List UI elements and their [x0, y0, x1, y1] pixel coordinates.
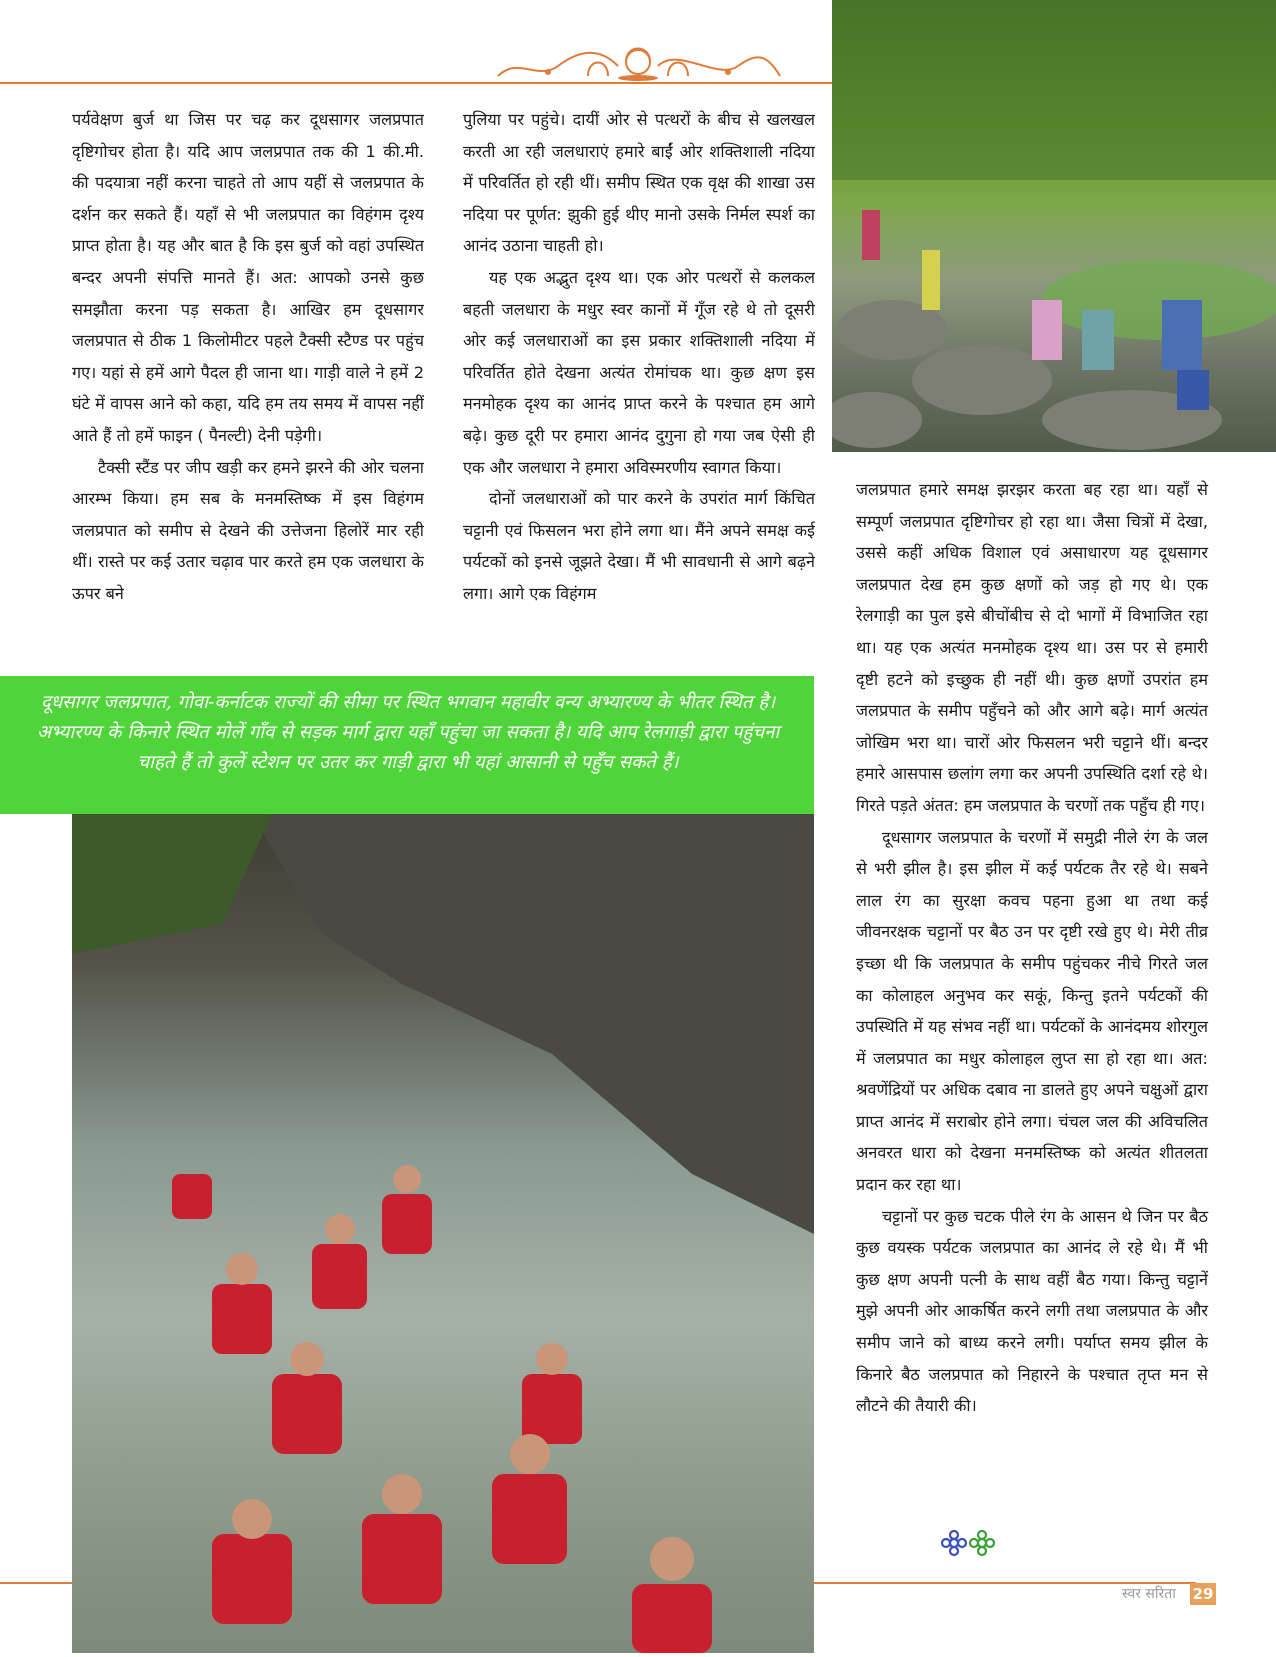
hikers-stream-photo [832, 0, 1276, 452]
column-2 [463, 104, 815, 676]
paragraph: टैक्सी स्टैंड पर जीप खड़ी कर हमने झरने की ओर चलना आरम्भ किया। हम सब के मनमस्तिष्क में इस विहंगम जलप्रपात को समीप से देखने की उत्तेजना हिलोरें मार रही थीं। रास्ते पर कई उतार चढ़ाव पार करते हम एक जलधारा के ऊपर बने [72, 457, 424, 603]
paragraph: दूधसागर जलप्रपात के चरणों में समुद्री नीले रंग के जल से भरी झील है। इस झील में कई पर्यटक तैर रहे थे। सबने लाल रंग का सुरक्षा कवच पहना हुआ था तथा कई जीवनरक्षक चट्टानों पर बैठ उन पर दृष्टी रखे हुए थे। मेरी तीव्र इच्छा थी कि जलप्रपात के समीप पहुंचकर नीचे गिरते जल का कोलाहल अनुभव कर सकूं, किन्तु इतने पर्यटकों की उपस्थिति में यह संभव नहीं था। पर्यटकों के आनंदमय शोरगुल में जलप्रपात का मधुर कोलाहल लुप्त सा हो रहा था। अत: श्रवणेंद्रियों पर अधिक दबाव ना डालते हुए अपने चक्षुओं द्वारा प्राप्त आनंद में सराबोर होने लगा। चंचल जल की अविचलित अनवरत धारा को देखना मनमस्तिष्क को अत्यंत शीतलता प्रदान कर रहा था। [856, 827, 1208, 1195]
floral-ornament [488, 36, 788, 86]
column-1-text [72, 104, 424, 610]
footer-rule-left [0, 1582, 72, 1584]
info-callout [0, 676, 814, 814]
paragraph: पुलिया पर पहुंचे। दायीं ओर से पत्थरों के बीच से खलखल करती आ रही जलधाराएं हमारे बाईं ओर शक्तिशाली नदिया में परिवर्तित हो रही थीं। समीप स्थित एक वृक्ष की शाखा उस नदिया पर पूर्णत: झुकी हुई थीए मानो उसके निर्मल स्पर्श का आनंद उठाना चाहती हो। [463, 110, 815, 256]
column-2-text [463, 104, 815, 610]
paragraph: यह एक अद्भुत दृश्य था। एक ओर पत्थरों से कलकल बहती जलधारा के मधुर स्वर कानों में गूँज रहे थे तो दूसरी ओर कई जलधाराओं का इस प्रकार शक्तिशाली नदिया में परिवर्तित होते देखना अत्यंत रोमांचक था। कुछ क्षण इस मनमोहक दृश्य का आनंद प्राप्त करने के पश्चात हम आगे बढ़े। कुछ दूरी पर हमारा आनंद दुगुना हो गया जब ऐसी ही एक और जलधारा ने हमारा अविस्मरणीय स्वागत किया। [463, 267, 815, 477]
magazine-name: स्वर सरिता [1122, 1586, 1176, 1602]
callout-text: दूधसागर जलप्रपात, गोवा-कर्नाटक राज्यों की सीमा पर स्थित भगवान महावीर वन्य अभ्यारण्य के भीतर स्थित है। अभ्यारण्य के किनारे स्थित मोलें गाँव से सड़क मार्ग द्वारा यहाँ पहुंचा जा सकता है। यदि आप रेलगाड़ी द्वारा पहुंचना चाहते हैं तो कुलें स्टेशन पर उतर कर गाड़ी द्वारा भी यहां आसानी से पहुँच सकते हैं। [36, 692, 780, 773]
tourists-lifejackets-photo [72, 814, 814, 1653]
hikers-stream-illustration [832, 0, 1276, 452]
paragraph: जलप्रपात हमारे समक्ष झरझर करता बह रहा था। यहाँ से सम्पूर्ण जलप्रपात दृष्टिगोचर हो रहा था। जैसा चित्रों में देखा, उससे कहीं अधिक विशाल एवं असाधारण यह दूधसागर जलप्रपात देख हम कुछ क्षणों को जड़ हो गए थे। एक रेलगाड़ी का पुल इसे बीचोंबीच से दो भागों में विभाजित रहा था। यह एक अत्यंत मनमोहक दृश्य था। उस पर से हमारी दृष्टी हटने को इच्छुक ही नहीं थी। कुछ क्षणों उपरांत हम जलप्रपात के समीप पहुँचने को और आगे बढ़े। मार्ग अत्यंत जोखिम भरा था। चारों ओर फिसलन भरी चट्टाने थीं। बन्दर हमारे आसपास छलांग लगा कर अपनी उपस्थिति दर्शा रहे थे। गिरते पड़ते अंतत: हम जलप्रपात के चरणों तक पहुँच ही गए। [856, 480, 1208, 815]
tourists-water-illustration [72, 814, 814, 1653]
column-3 [856, 474, 1208, 1422]
end-flower-icon [940, 1528, 998, 1558]
paragraph: पर्यवेक्षण बुर्ज था जिस पर चढ़ कर दूधसागर जलप्रपात दृष्टिगोचर होता है। यदि आप जलप्रपात तक की 1 की.मी. की पदयात्रा नहीं करना चाहते तो आप यहीं से जलप्रपात के दर्शन कर सकते हैं। यहाँ से भी जलप्रपात का विहंगम दृश्य प्राप्त होता है। यह और बात है कि इस बुर्ज को वहां उपस्थित बन्दर अपनी संपत्ति मानते हैं। अत: आपको उनसे कुछ समझौता करना पड़ सकता है। आखिर हम दूधसागर जलप्रपात से ठीक 1 किलोमीटर पहले टैक्सी स्टैण्ड पर पहुंच गए। यहां से हमें आगे पैदल ही जाना था। गाड़ी वाले ने हमें 2 घंटे में वापस आने को कहा, यदि हम तय समय में वापस नहीं आते हैं तो हमें फाइन ( पैनल्टी) देनी पड़ेगी। [72, 110, 424, 445]
page-number: 29 [1190, 1583, 1216, 1605]
paragraph: चट्टानों पर कुछ चटक पीले रंग के आसन थे जिन पर बैठ कुछ वयस्क पर्यटक जलप्रपात का आनंद ले रहे थे। मैं भी कुछ क्षण अपनी पत्नी के साथ वहीं बैठ गया। किन्तु चट्टानें मुझे अपनी ओर आकर्षित करने लगी तथा जलप्रपात के और समीप जाने को बाध्य करने लगी। पर्याप्त समय झील के किनारे बैठ जलप्रपात को निहारने के पश्चात तृप्त मन से लौटने की तैयारी की। [856, 1206, 1208, 1416]
column-1 [72, 104, 424, 676]
paragraph: दोनों जलधाराओं को पार करने के उपरांत मार्ग किंचित चट्टानी एवं फिसलन भरा होने लगा था। मैंने अपने समक्ष कई पर्यटकों को इनसे जूझते देखा। मैं भी सावधानी से आगे बढ़ने लगा। आगे एक विहंगम [463, 489, 815, 603]
